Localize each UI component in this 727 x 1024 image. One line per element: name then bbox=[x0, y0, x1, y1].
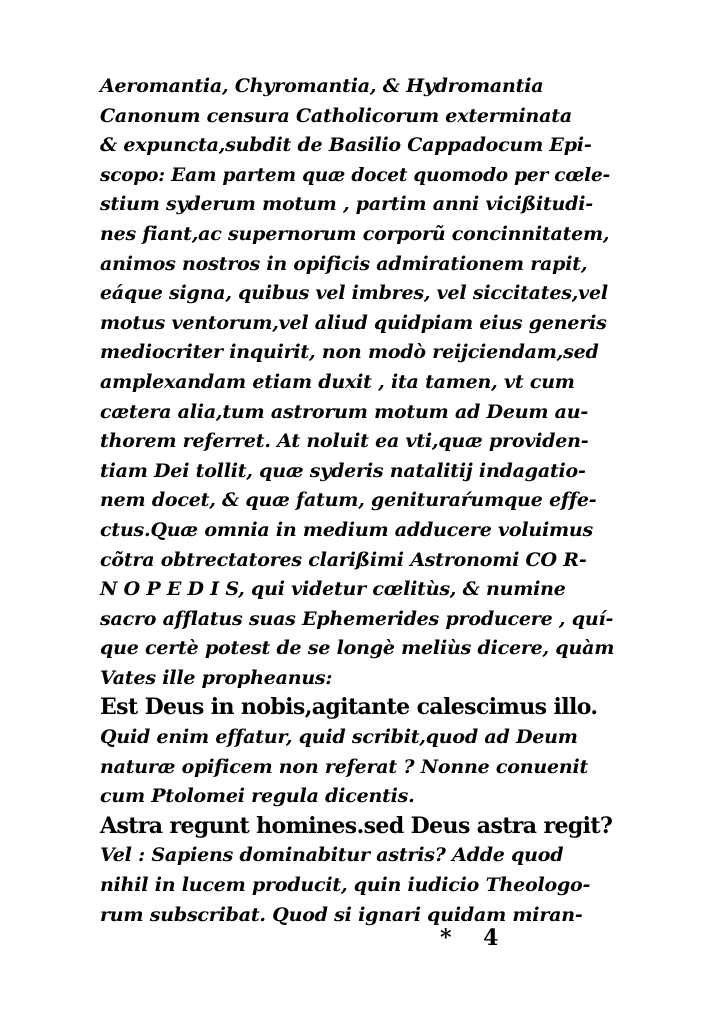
text-line: rum subscribat. Quod si ignari quidam miran- bbox=[100, 903, 583, 926]
text-line: motus ventorum,vel aliud quidpiam eius generis bbox=[100, 311, 607, 334]
text-line: Vates ille propheanus: bbox=[100, 666, 333, 689]
text-line: thorem referret. At noluit ea vti,quæ providen- bbox=[100, 430, 589, 453]
text-line: tiam Dei tollit, quæ syderis natalitij indagatio- bbox=[100, 459, 586, 482]
text-line: cõtra obtrectatores clarißimi Astronomi CO R- bbox=[100, 548, 587, 571]
text-line: Quid enim effatur, quid scribit,quod ad Deum bbox=[100, 726, 578, 749]
text-line: N O P E D I S, qui videtur cœlitùs, & numine bbox=[100, 578, 566, 601]
text-line: nes fiant,ac supernorum corporũ concinnitatem, bbox=[100, 222, 610, 245]
text-line: & expuncta,subdit de Basilio Cappadocum Epi- bbox=[100, 134, 592, 157]
text-line: amplexandam etiam duxit , ita tamen, vt cum bbox=[100, 370, 575, 393]
verse-quotation: Est Deus in nobis,agitante calescimus illo. bbox=[100, 694, 598, 721]
text-line: stium syderum motum , partim anni vicißitudi- bbox=[100, 193, 593, 216]
signature-mark: * 4 bbox=[440, 925, 511, 951]
text-line: scopo: Eam partem quæ docet quomodo per cœle- bbox=[100, 164, 611, 186]
text-line: nihil in lucem producit, quin iudicio Theologo- bbox=[100, 874, 591, 897]
text-line: Aeromantia, Chyromantia, & Hydromantia bbox=[100, 75, 544, 97]
text-line: Vel : Sapiens dominabitur astris? Adde quod bbox=[100, 844, 564, 867]
body-text bbox=[100, 72, 620, 930]
text-line: cum Ptolomei regula dicentis. bbox=[100, 785, 415, 808]
text-line: sacro afflatus suas Ephemerides producere , quí- bbox=[100, 607, 614, 630]
text-line: ctus.Quæ omnia in medium adducere voluimus bbox=[100, 518, 594, 541]
text-line: mediocriter inquirit, non modò reijciendam,sed bbox=[100, 341, 599, 364]
text-line: nem docet, & quæ fatum, genituraŕumque effe- bbox=[100, 489, 597, 512]
text-line: naturæ opificem non referat ? Nonne conuenit bbox=[100, 755, 589, 778]
text-line: que certè potest de se longè meliùs dicere, quàm bbox=[100, 637, 615, 660]
text-line: animos nostros in opificis admirationem rapit, bbox=[100, 252, 588, 275]
text-line: eáque signa, quibus vel imbres, vel siccitates,vel bbox=[100, 282, 608, 305]
text-line: Canonum censura Catholicorum exterminata bbox=[100, 104, 572, 127]
text-line: cætera alia,tum astrorum motum ad Deum au- bbox=[100, 400, 589, 423]
maxim-quotation: Astra regunt homines.sed Deus astra regit? bbox=[100, 812, 613, 839]
